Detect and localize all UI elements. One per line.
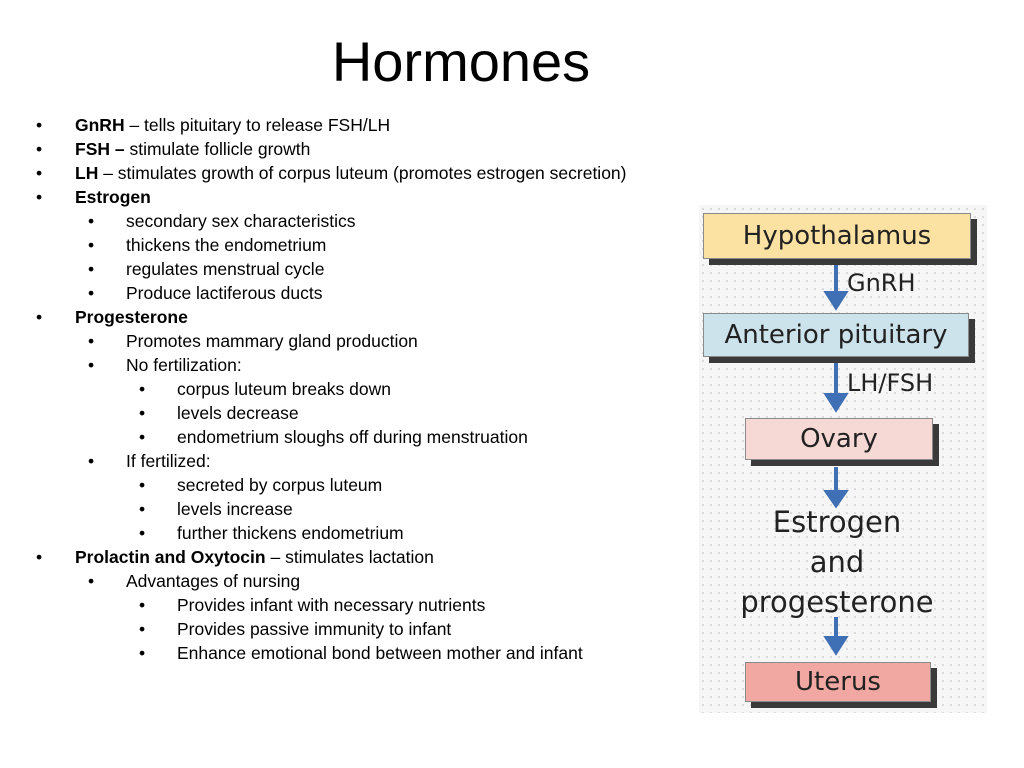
bullet-dot: • bbox=[139, 379, 146, 399]
bullet-text: secreted by corpus luteum bbox=[177, 475, 383, 495]
bullet-dot: • bbox=[88, 283, 95, 303]
sub-bullet bbox=[0, 209, 700, 233]
bullet-dot: • bbox=[36, 547, 43, 567]
bullet-dot: • bbox=[139, 499, 146, 519]
bullet-dot: • bbox=[36, 307, 43, 327]
anterior-pituitary-label: Anterior pituitary bbox=[724, 320, 948, 350]
sub-sub-bullet bbox=[0, 473, 700, 497]
bullet-text: levels increase bbox=[177, 499, 293, 519]
bullet-dot: • bbox=[139, 427, 146, 447]
uterus-label: Uterus bbox=[795, 667, 881, 697]
bullet-term: Estrogen bbox=[75, 187, 151, 207]
estrogen-line: Estrogen bbox=[772, 505, 902, 539]
hypothalamus-label: Hypothalamus bbox=[742, 221, 932, 251]
progesterone-line: progesterone bbox=[740, 585, 934, 619]
hypothalamus-box bbox=[703, 213, 971, 259]
ovary-box bbox=[745, 418, 933, 460]
sub-sub-bullet bbox=[0, 521, 700, 545]
hormone-flow-diagram bbox=[699, 205, 987, 713]
bullet-progesterone bbox=[0, 305, 700, 329]
bullet-dot: • bbox=[88, 331, 95, 351]
bullet-lh bbox=[0, 161, 700, 185]
lh-fsh-label: LH/FSH bbox=[847, 369, 934, 397]
uterus-box bbox=[745, 662, 931, 702]
bullet-dot: • bbox=[88, 355, 95, 375]
estrogen-progesterone-text bbox=[717, 502, 957, 622]
bullet-list bbox=[0, 113, 700, 665]
bullet-dot: • bbox=[139, 523, 146, 543]
bullet-text: thickens the endometrium bbox=[126, 235, 327, 255]
bullet-dot: • bbox=[139, 475, 146, 495]
bullet-text: regulates menstrual cycle bbox=[126, 259, 325, 279]
and-line: and bbox=[809, 545, 865, 579]
slide-title: Hormones bbox=[331, 30, 591, 93]
bullet-text: Produce lactiferous ducts bbox=[126, 283, 323, 303]
bullet-text: Promotes mammary gland production bbox=[126, 331, 418, 351]
bullet-text: Provides passive immunity to infant bbox=[177, 619, 452, 639]
bullet-text: – stimulates growth of corpus luteum (promotes estrogen secretion) bbox=[98, 163, 627, 183]
arrow-head bbox=[827, 293, 845, 307]
bullet-dot: • bbox=[36, 163, 43, 183]
bullet-estrogen bbox=[0, 185, 700, 209]
sub-bullet bbox=[0, 233, 700, 257]
bullet-text: No fertilization: bbox=[126, 355, 242, 375]
bullet-text: stimulate follicle growth bbox=[129, 139, 311, 159]
bullet-text: levels decrease bbox=[177, 403, 299, 423]
bullet-text: Provides infant with necessary nutrients bbox=[177, 595, 486, 615]
sub-bullet bbox=[0, 569, 700, 593]
bullet-gnrh bbox=[0, 113, 700, 137]
sub-sub-bullet bbox=[0, 617, 700, 641]
bullet-term: Prolactin and Oxytocin bbox=[75, 547, 266, 567]
sub-bullet bbox=[0, 329, 700, 353]
bullet-dot: • bbox=[139, 403, 146, 423]
bullet-term: GnRH bbox=[75, 115, 125, 135]
gnrh-label: GnRH bbox=[847, 269, 916, 297]
bullet-text: – tells pituitary to release FSH/LH bbox=[124, 115, 391, 135]
sub-bullet bbox=[0, 353, 700, 377]
ovary-label: Ovary bbox=[800, 424, 878, 454]
bullet-term: Progesterone bbox=[75, 307, 188, 327]
anterior-pituitary-box bbox=[703, 313, 969, 357]
sub-sub-bullet bbox=[0, 641, 700, 665]
bullet-dot: • bbox=[88, 571, 95, 591]
sub-bullet bbox=[0, 257, 700, 281]
bullet-dot: • bbox=[139, 643, 146, 663]
sub-bullet bbox=[0, 449, 700, 473]
bullet-dot: • bbox=[88, 451, 95, 471]
sub-sub-bullet bbox=[0, 401, 700, 425]
bullet-dot: • bbox=[36, 187, 43, 207]
bullet-text: corpus luteum breaks down bbox=[177, 379, 391, 399]
sub-sub-bullet bbox=[0, 497, 700, 521]
bullet-text: – stimulates lactation bbox=[265, 547, 434, 567]
bullet-term: FSH – bbox=[75, 139, 130, 159]
bullet-term: LH bbox=[75, 163, 99, 183]
bullet-prolactin-oxytocin bbox=[0, 545, 700, 569]
arrow-head bbox=[827, 395, 845, 409]
bullet-dot: • bbox=[88, 259, 95, 279]
sub-sub-bullet bbox=[0, 377, 700, 401]
bullet-text: endometrium sloughs off during menstruation bbox=[177, 427, 528, 447]
bullet-text: Advantages of nursing bbox=[126, 571, 301, 591]
bullet-text: further thickens endometrium bbox=[177, 523, 404, 543]
bullet-dot: • bbox=[88, 235, 95, 255]
bullet-dot: • bbox=[88, 211, 95, 231]
bullet-dot: • bbox=[139, 619, 146, 639]
bullet-text: secondary sex characteristics bbox=[126, 211, 356, 231]
bullet-dot: • bbox=[36, 139, 43, 159]
sub-sub-bullet bbox=[0, 425, 700, 449]
bullet-dot: • bbox=[139, 595, 146, 615]
sub-sub-bullet bbox=[0, 593, 700, 617]
bullet-dot: • bbox=[36, 115, 43, 135]
sub-bullet bbox=[0, 281, 700, 305]
arrow-head bbox=[827, 638, 845, 652]
bullet-text: Enhance emotional bond between mother and infant bbox=[177, 643, 583, 663]
bullet-text: If fertilized: bbox=[126, 451, 211, 471]
bullet-fsh bbox=[0, 137, 700, 161]
